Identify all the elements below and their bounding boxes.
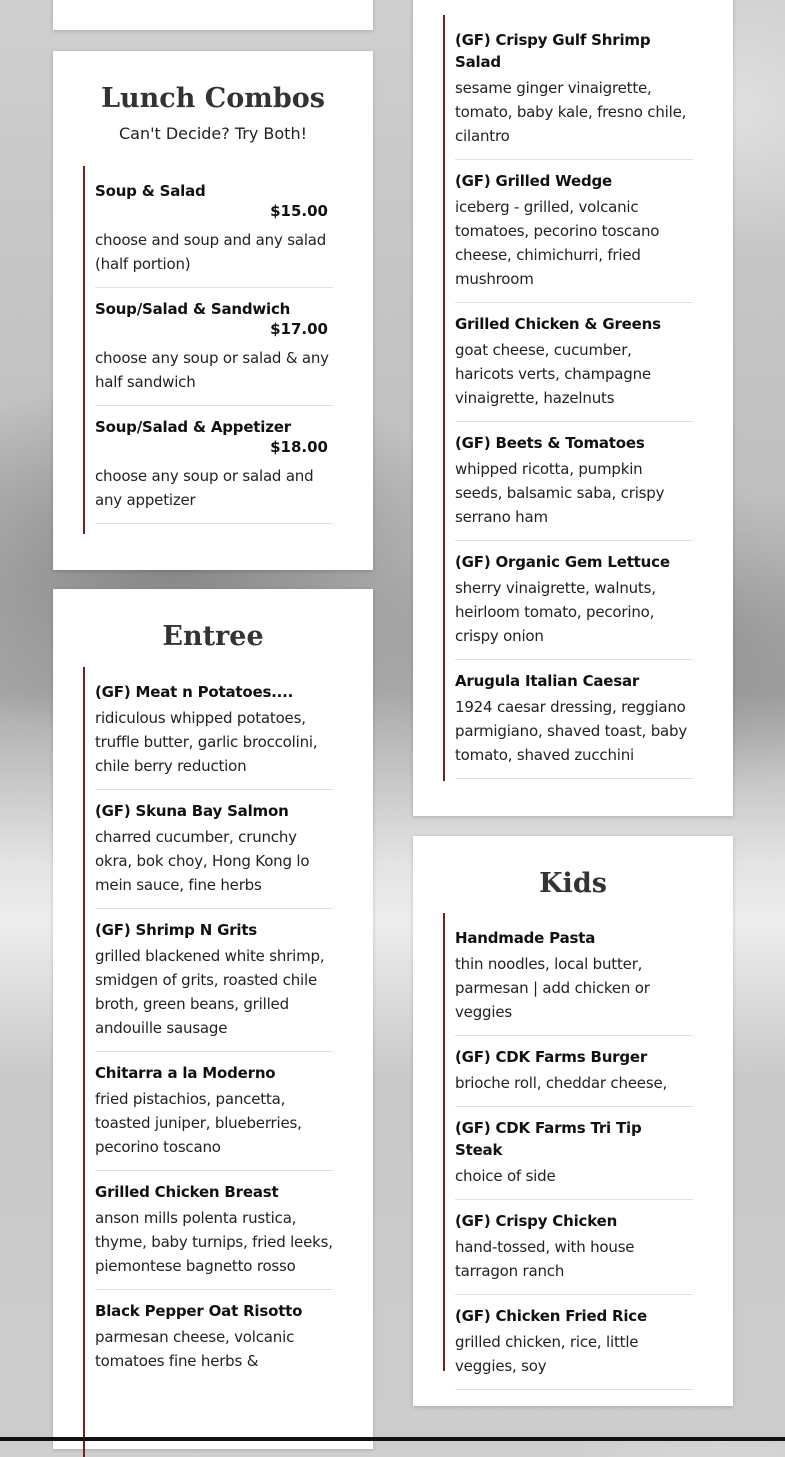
item-description: grilled chicken, rice, little veggies, soy (455, 1333, 639, 1375)
item-name: (GF) Skuna Bay Salmon (95, 802, 289, 820)
list-item (95, 667, 333, 790)
item-price: $18.00 (270, 438, 328, 456)
item-description: choose any soup or salad & any half sandwich (95, 349, 329, 391)
lunch-combos-list (83, 166, 333, 534)
item-description: thin noodles, local butter, parmesan | add chicken or veggies (455, 955, 650, 1021)
list-item (95, 790, 333, 909)
list-item (455, 303, 693, 422)
item-name: (GF) Chicken Fried Rice (455, 1307, 647, 1325)
item-name: (GF) Crispy Gulf Shrimp Salad (455, 31, 651, 71)
item-name: Chitarra a la Moderno (95, 1064, 276, 1082)
entree-list (83, 667, 333, 1457)
lunch-combos-title: Lunch Combos (101, 83, 325, 114)
list-item (455, 541, 693, 660)
item-name: (GF) Crispy Chicken (455, 1212, 618, 1230)
item-description: sherry vinaigrette, walnuts, heirloom tomato, pecorino, crispy onion (455, 579, 656, 645)
list-item (95, 909, 333, 1052)
list-item (455, 1295, 693, 1390)
list-item (455, 15, 693, 160)
item-description: brioche roll, cheddar cheese, (455, 1074, 668, 1092)
item-name: (GF) CDK Farms Burger (455, 1048, 648, 1066)
list-item (95, 1171, 333, 1290)
item-name: (GF) Meat n Potatoes.... (95, 683, 294, 701)
item-description: choice of side (455, 1167, 556, 1185)
item-name: Grilled Chicken Breast (95, 1183, 279, 1201)
item-description: charred cucumber, crunchy okra, bok choy, Hong Kong lo mein sauce, fine herbs (95, 828, 310, 894)
list-item (455, 422, 693, 541)
item-name: (GF) Organic Gem Lettuce (455, 553, 670, 571)
item-description: grilled blackened white shrimp, smidgen of grits, roasted chile broth, green beans, grilled andouille sausage (95, 947, 325, 1037)
item-description: 1924 caesar dressing, reggiano parmigiano, shaved toast, baby tomato, shaved zucchini (455, 698, 688, 764)
list-item (95, 406, 333, 524)
previous-menu-card (53, 0, 373, 30)
lunch-combos-card (53, 51, 373, 570)
item-name: Grilled Chicken & Greens (455, 315, 661, 333)
item-price: $15.00 (270, 202, 328, 220)
item-name: Black Pepper Oat Risotto (95, 1302, 303, 1320)
list-item (455, 913, 693, 1036)
list-item (95, 1290, 333, 1384)
item-description: fried pistachios, pancetta, toasted juniper, blueberries, pecorino toscano (95, 1090, 302, 1156)
item-description: whipped ricotta, pumpkin seeds, balsamic saba, crispy serrano ham (455, 460, 665, 526)
item-description: anson mills polenta rustica, thyme, baby turnips, fried leeks, piemontese bagnetto rosso (95, 1209, 333, 1275)
lunch-combos-subtitle: Can't Decide? Try Both! (118, 124, 307, 143)
salads-list (443, 15, 693, 781)
item-description: choose and soup and any salad (half portion) (95, 231, 327, 273)
item-name: (GF) CDK Farms Tri Tip Steak (455, 1119, 642, 1159)
kids-list (443, 913, 693, 1375)
list-item (455, 1107, 693, 1200)
item-name: Soup/Salad & Sandwich (95, 300, 291, 318)
item-name: (GF) Grilled Wedge (455, 172, 612, 190)
list-item (455, 1036, 693, 1107)
item-description: sesame ginger vinaigrette, tomato, baby kale, fresno chile, cilantro (455, 79, 687, 145)
item-name: Handmade Pasta (455, 929, 596, 947)
entree-title: Entree (162, 621, 264, 652)
item-description: goat cheese, cucumber, haricots verts, champagne vinaigrette, hazelnuts (455, 341, 651, 407)
item-description: iceberg - grilled, volcanic tomatoes, pecorino toscano cheese, chimichurri, fried mushroom (455, 198, 660, 288)
item-name: (GF) Shrimp N Grits (95, 921, 258, 939)
item-name: Soup & Salad (95, 182, 206, 200)
item-description: ridiculous whipped potatoes, truffle butter, garlic broccolini, chile berry reduction (95, 709, 318, 775)
item-name: (GF) Beets & Tomatoes (455, 434, 645, 452)
entree-card (53, 589, 373, 1449)
list-item (95, 166, 333, 288)
item-price: $17.00 (270, 320, 328, 338)
item-description: choose any soup or salad and any appetizer (95, 467, 314, 509)
list-item (95, 288, 333, 406)
kids-title: Kids (539, 868, 607, 899)
item-name: Arugula Italian Caesar (455, 672, 640, 690)
list-item (95, 1052, 333, 1171)
bottom-edge-bar (0, 1437, 785, 1441)
item-name: Soup/Salad & Appetizer (95, 418, 291, 436)
list-item (455, 660, 693, 779)
item-description: hand-tossed, with house tarragon ranch (455, 1238, 635, 1280)
kids-card (413, 836, 733, 1406)
salads-card (413, 0, 733, 816)
item-description: parmesan cheese, volcanic tomatoes fine herbs & (95, 1328, 295, 1370)
list-item (455, 1200, 693, 1295)
list-item (455, 160, 693, 303)
